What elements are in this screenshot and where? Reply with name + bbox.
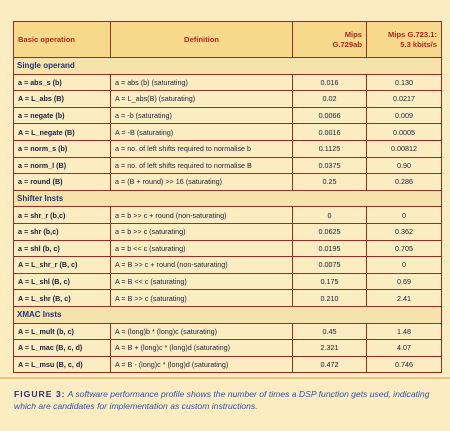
table-row xyxy=(14,240,442,257)
table-row xyxy=(14,323,442,340)
operation-cell: a = shr (b,c) xyxy=(14,223,111,240)
header-mips-g729-line1: Mips xyxy=(344,30,362,40)
definition-cell: A = B + (long)c * (long)d (saturating) xyxy=(111,340,293,357)
mips-g7231-cell: 1.48 xyxy=(367,323,442,340)
definition-cell: a = b >> c (saturating) xyxy=(111,223,293,240)
mips-g7231-cell: 0.746 xyxy=(367,356,442,373)
table-row xyxy=(14,124,442,141)
definition-cell: a = b >> c + round (non-saturating) xyxy=(111,207,293,224)
mips-g729-cell: 0.0066 xyxy=(293,107,367,124)
mips-g729-cell: 0.0625 xyxy=(293,223,367,240)
mips-g7231-cell: 0.286 xyxy=(367,174,442,191)
table-row xyxy=(14,290,442,307)
mips-g729-cell: 0.0075 xyxy=(293,257,367,274)
mips-g7231-cell: 0.90 xyxy=(367,157,442,174)
table-row xyxy=(14,273,442,290)
table-row xyxy=(14,340,442,357)
mips-g7231-cell: 0.009 xyxy=(367,107,442,124)
table-row xyxy=(14,356,442,373)
mips-g729-cell: 0.016 xyxy=(293,74,367,91)
operation-cell: A = L_negate (B) xyxy=(14,124,111,141)
section-title: Shifter Insts xyxy=(14,190,442,207)
header-mips-g7231-line1: Mips G.723.1: xyxy=(388,30,437,40)
mips-g7231-cell: 0.362 xyxy=(367,223,442,240)
operation-cell: A = L_mult (b, c) xyxy=(14,323,111,340)
mips-g7231-cell: 0.0005 xyxy=(367,124,442,141)
figure-caption xyxy=(14,388,438,412)
mips-g729-cell: 0.210 xyxy=(293,290,367,307)
definition-cell: A = B >> c (saturating) xyxy=(111,290,293,307)
section-title: Single operand xyxy=(14,58,442,75)
table-row xyxy=(14,140,442,157)
operation-cell: A = L_shl (B, c) xyxy=(14,273,111,290)
mips-g729-cell: 0.0375 xyxy=(293,157,367,174)
mips-g7231-cell: 4.07 xyxy=(367,340,442,357)
operation-cell: A = L_shr (B, c) xyxy=(14,290,111,307)
definition-cell: A = -B (saturating) xyxy=(111,124,293,141)
performance-table-container xyxy=(13,21,441,373)
header-definition: Definition xyxy=(111,22,293,58)
definition-cell: a = (B + round) >> 16 (saturating) xyxy=(111,174,293,191)
table-row xyxy=(14,223,442,240)
mips-g7231-cell: 0 xyxy=(367,257,442,274)
table-row xyxy=(14,107,442,124)
operation-cell: a = shl (b, c) xyxy=(14,240,111,257)
operation-cell: a = shr_r (b,c) xyxy=(14,207,111,224)
mips-g729-cell: 0.1125 xyxy=(293,140,367,157)
mips-g7231-cell: 0.705 xyxy=(367,240,442,257)
operation-cell: A = L_shr_r (B, c) xyxy=(14,257,111,274)
operation-cell: a = norm_s (b) xyxy=(14,140,111,157)
definition-cell: a = -b (saturating) xyxy=(111,107,293,124)
definition-cell: A = (long)b * (long)c (saturating) xyxy=(111,323,293,340)
definition-cell: A = B << c (saturating) xyxy=(111,273,293,290)
section-row xyxy=(14,190,442,207)
caption-divider xyxy=(0,377,450,379)
table-row xyxy=(14,207,442,224)
operation-cell: a = round (B) xyxy=(14,174,111,191)
definition-cell: A = B - (long)c * (long)d (saturating) xyxy=(111,356,293,373)
table-body xyxy=(14,58,442,373)
mips-g729-cell: 0.25 xyxy=(293,174,367,191)
section-row xyxy=(14,58,442,75)
operation-cell: A = L_abs (B) xyxy=(14,91,111,108)
table-header-row xyxy=(14,22,442,58)
mips-g7231-cell: 2.41 xyxy=(367,290,442,307)
table-row xyxy=(14,91,442,108)
definition-cell: a = abs (b) (saturating) xyxy=(111,74,293,91)
definition-cell: a = no. of left shifts required to normalise b xyxy=(111,140,293,157)
mips-g729-cell: 0.0016 xyxy=(293,124,367,141)
operation-cell: A = L_msu (B, c, d) xyxy=(14,356,111,373)
mips-g729-cell: 0.175 xyxy=(293,273,367,290)
header-operation: Basic operation xyxy=(14,22,111,58)
mips-g7231-cell: 0.69 xyxy=(367,273,442,290)
operation-cell: a = abs_s (b) xyxy=(14,74,111,91)
table-row xyxy=(14,174,442,191)
mips-g729-cell: 0.0195 xyxy=(293,240,367,257)
figure-label: FIGURE 3: xyxy=(14,389,66,399)
figure-caption-text: A software performance profile shows the number of times a DSP function gets used, indicating which are candidates for implementation as custom instructions. xyxy=(14,389,430,411)
mips-g7231-cell: 0.130 xyxy=(367,74,442,91)
definition-cell: a = no. of left shifts required to normalise B xyxy=(111,157,293,174)
header-mips-g7231-line2: 5.3 kbits/s xyxy=(400,39,437,49)
definition-cell: A = B >> c + round (non-saturating) xyxy=(111,257,293,274)
performance-table xyxy=(13,21,442,373)
mips-g729-cell: 0.02 xyxy=(293,91,367,108)
definition-cell: A = L_abs(B) (saturating) xyxy=(111,91,293,108)
mips-g729-cell: 0 xyxy=(293,207,367,224)
mips-g729-cell: 2.321 xyxy=(293,340,367,357)
header-mips-g7231 xyxy=(367,22,442,58)
mips-g7231-cell: 0 xyxy=(367,207,442,224)
header-mips-g729 xyxy=(293,22,367,58)
section-row xyxy=(14,306,442,323)
section-title: XMAC Insts xyxy=(14,306,442,323)
mips-g7231-cell: 0.0217 xyxy=(367,91,442,108)
operation-cell: A = L_mac (B, c, d) xyxy=(14,340,111,357)
mips-g729-cell: 0.45 xyxy=(293,323,367,340)
definition-cell: a = b << c (saturating) xyxy=(111,240,293,257)
header-mips-g729-line2: G.729ab xyxy=(332,39,362,49)
mips-g729-cell: 0.472 xyxy=(293,356,367,373)
operation-cell: a = norm_l (B) xyxy=(14,157,111,174)
table-row xyxy=(14,157,442,174)
table-row xyxy=(14,74,442,91)
table-row xyxy=(14,257,442,274)
operation-cell: a = negate (b) xyxy=(14,107,111,124)
mips-g7231-cell: 0.00812 xyxy=(367,140,442,157)
